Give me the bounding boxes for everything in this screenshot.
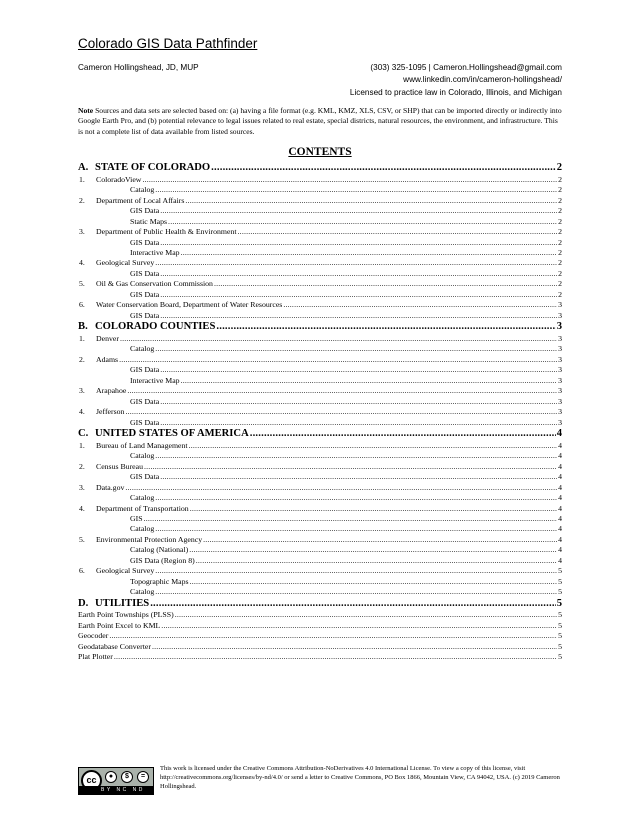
- toc-section[interactable]: [78, 321, 562, 334]
- toc-leader-dots: [189, 545, 557, 555]
- toc-leader-dots: [155, 258, 557, 268]
- toc-leader-dots: [161, 621, 557, 631]
- toc-label: Census Bureau: [96, 461, 143, 471]
- toc-leader-dots: [144, 514, 558, 524]
- toc-page-number: 4: [556, 428, 562, 440]
- toc-page-number: 2: [558, 185, 562, 195]
- toc-label: GIS: [130, 513, 143, 523]
- toc-subitem[interactable]: [78, 397, 562, 407]
- toc-number: 1.: [79, 333, 85, 343]
- toc-item[interactable]: [78, 407, 562, 417]
- toc-page-number: 2: [558, 247, 562, 257]
- cc-logo-icon: cc: [81, 770, 102, 791]
- toc-subitem[interactable]: [78, 493, 562, 503]
- toc-label: Catalog: [130, 524, 155, 534]
- toc-leader-dots: [160, 290, 557, 300]
- toc-item[interactable]: [78, 196, 562, 206]
- document-title: Colorado GIS Data Pathfinder: [78, 36, 258, 51]
- toc-number: 2.: [79, 354, 85, 364]
- toc-leader-dots: [114, 652, 557, 662]
- toc-leader-dots: [238, 227, 558, 237]
- toc-label: Arapahoe: [96, 386, 127, 396]
- toc-utility[interactable]: [78, 631, 562, 641]
- toc-page-number: 3: [558, 396, 562, 406]
- toc-number: A.: [78, 162, 89, 173]
- toc-page-number: 2: [558, 289, 562, 299]
- toc-label: GIS Data: [130, 289, 160, 299]
- toc-utility[interactable]: [78, 652, 562, 662]
- toc-leader-dots: [155, 566, 557, 576]
- toc-page-number: 3: [558, 407, 562, 417]
- toc-leader-dots: [155, 587, 557, 597]
- toc-item[interactable]: [78, 279, 562, 289]
- toc-label: COLORADO COUNTIES: [95, 321, 216, 333]
- toc-utility[interactable]: [78, 642, 562, 652]
- toc-subitem[interactable]: [78, 545, 562, 555]
- badge-band-text: BY NC ND: [101, 787, 145, 793]
- toc-subitem[interactable]: [78, 524, 562, 534]
- toc-page-number: 2: [558, 216, 562, 226]
- toc-leader-dots: [155, 344, 557, 354]
- toc-leader-dots: [181, 248, 558, 258]
- toc-page-number: 4: [558, 461, 562, 471]
- toc-label: GIS Data: [130, 206, 160, 216]
- toc-page-number: 2: [558, 174, 562, 184]
- toc-leader-dots: [119, 355, 557, 365]
- toc-subitem[interactable]: [78, 514, 562, 524]
- toc-label: Department of Local Affairs: [96, 195, 185, 205]
- toc-item[interactable]: [78, 334, 562, 344]
- toc-label: Plat Plotter: [78, 652, 113, 662]
- toc-page-number: 5: [558, 641, 562, 651]
- creative-commons-badge: [78, 767, 154, 795]
- contact-block: [350, 62, 562, 99]
- toc-leader-dots: [160, 269, 557, 279]
- license-text: This work is licensed under the Creative Commons Attribution-NoDerivatives 4.0 International License. To view a copy of this license, visit http://creativecommons.org/licenses/by-nd/4.0/ or send a letter to Creative Commons, PO Box 1866, Mountain View, CA 94042, USA. (c) 2019 Cameron Hollingshead.: [160, 765, 560, 790]
- toc-leader-dots: [125, 407, 557, 417]
- toc-number: D.: [78, 597, 89, 609]
- toc-label: GIS Data: [130, 237, 160, 247]
- toc-number: B.: [78, 321, 88, 333]
- toc-leader-dots: [181, 376, 558, 386]
- toc-page-number: 5: [556, 597, 562, 609]
- toc-label: Earth Point Excel to KML: [78, 620, 161, 630]
- toc-label: Data.gov: [96, 482, 125, 492]
- toc-leader-dots: [160, 365, 557, 375]
- note-paragraph: [78, 106, 562, 138]
- toc-page-number: 5: [558, 610, 562, 620]
- toc-item[interactable]: [78, 535, 562, 545]
- toc-leader-dots: [185, 196, 557, 206]
- toc-leader-dots: [160, 397, 557, 407]
- toc-number: 4.: [79, 503, 85, 513]
- toc-number: 2.: [79, 195, 85, 205]
- toc-subitem[interactable]: [78, 365, 562, 375]
- toc-page-number: 5: [558, 576, 562, 586]
- toc-page-number: 3: [558, 354, 562, 364]
- toc-page-number: 4: [558, 534, 562, 544]
- toc-item[interactable]: [78, 258, 562, 268]
- toc-label: GIS Data: [130, 396, 160, 406]
- toc-number: 4.: [79, 407, 85, 417]
- toc-page-number: 2: [556, 162, 562, 173]
- toc-page-number: 3: [556, 321, 562, 333]
- toc-page-number: 2: [558, 227, 562, 237]
- toc-leader-dots: [189, 441, 558, 451]
- toc-number: C.: [78, 428, 89, 440]
- toc-label: Catalog: [130, 451, 155, 461]
- toc-leader-dots: [160, 418, 557, 428]
- toc-page-number: 4: [558, 440, 562, 450]
- toc-label: Topographic Maps: [130, 576, 189, 586]
- toc-page-number: 4: [558, 545, 562, 555]
- toc-leader-dots: [175, 610, 557, 620]
- toc-leader-dots: [203, 535, 557, 545]
- contact-linkedin: www.linkedin.com/in/cameron-hollingshead/: [403, 75, 562, 85]
- toc-section[interactable]: [78, 162, 562, 175]
- toc-page-number: 4: [558, 524, 562, 534]
- toc-leader-dots: [196, 556, 557, 566]
- toc-label: UNITED STATES OF AMERICA: [95, 428, 249, 440]
- toc-page-number: 4: [558, 482, 562, 492]
- toc-label: Denver: [96, 333, 119, 343]
- toc-leader-dots: [127, 386, 557, 396]
- toc-label: Water Conservation Board, Department of Water Resources: [96, 300, 283, 310]
- toc-label: Oil & Gas Conservation Commission: [96, 279, 213, 289]
- toc-label: Geological Survey: [96, 566, 155, 576]
- toc-label: UTILITIES: [95, 597, 150, 609]
- author-header: [78, 62, 562, 99]
- toc-leader-dots: [150, 598, 556, 611]
- toc-number: 1.: [79, 174, 85, 184]
- toc-leader-dots: [160, 238, 557, 248]
- toc-page-number: 4: [558, 493, 562, 503]
- author-name: Cameron Hollingshead, JD, MUP: [78, 63, 199, 72]
- toc-number: 5.: [79, 279, 85, 289]
- toc-page-number: 3: [558, 300, 562, 310]
- toc-number: 1.: [79, 440, 85, 450]
- toc-item[interactable]: [78, 175, 562, 185]
- toc-item[interactable]: [78, 227, 562, 237]
- toc-leader-dots: [168, 217, 557, 227]
- toc-number: 3.: [79, 227, 85, 237]
- toc-leader-dots: [211, 162, 556, 175]
- toc-label: Environmental Protection Agency: [96, 534, 203, 544]
- toc-subitem[interactable]: [78, 248, 562, 258]
- toc-leader-dots: [160, 472, 557, 482]
- note-text: Sources and data sets are selected based on: (a) having a file format (e.g. KML, KMZ, XLS, CSV, or SHP) that can be imported directly or indirectly into Google Earth Pro, and (b) potential relevance to legal issues related to real estate, special districts, natural resources, the environment, and infrastructure. This is not a complete list of data available from listed sources.: [78, 106, 562, 136]
- toc-subitem[interactable]: [78, 344, 562, 354]
- toc-item[interactable]: [78, 504, 562, 514]
- toc-number: 6.: [79, 566, 85, 576]
- toc-page-number: 2: [558, 237, 562, 247]
- table-of-contents: [78, 162, 562, 663]
- toc-label: Catalog: [130, 344, 155, 354]
- toc-number: 2.: [79, 461, 85, 471]
- toc-subitem[interactable]: [78, 238, 562, 248]
- toc-section[interactable]: [78, 598, 562, 611]
- toc-subitem[interactable]: [78, 376, 562, 386]
- license-footer: [78, 765, 562, 805]
- toc-leader-dots: [120, 334, 557, 344]
- toc-leader-dots: [190, 504, 557, 514]
- toc-label: Catalog: [130, 185, 155, 195]
- toc-page-number: 3: [558, 344, 562, 354]
- toc-item[interactable]: [78, 355, 562, 365]
- toc-number: 5.: [79, 534, 85, 544]
- toc-item[interactable]: [78, 566, 562, 576]
- toc-page-number: 3: [558, 365, 562, 375]
- toc-page-number: 4: [558, 451, 562, 461]
- toc-label: Interactive Map: [130, 247, 180, 257]
- toc-leader-dots: [160, 311, 557, 321]
- toc-page-number: 3: [558, 375, 562, 385]
- toc-page-number: 2: [558, 268, 562, 278]
- toc-subitem[interactable]: [78, 217, 562, 227]
- toc-label: Department of Public Health & Environment: [96, 227, 237, 237]
- nc-icon: $: [121, 771, 133, 783]
- toc-subitem[interactable]: [78, 206, 562, 216]
- toc-leader-dots: [250, 428, 556, 441]
- contact-phone-email: (303) 325-1095 | Cameron.Hollingshead@gmail.com: [370, 63, 562, 72]
- toc-leader-dots: [190, 577, 558, 587]
- toc-label: Catalog: [130, 493, 155, 503]
- toc-label: GIS Data: [130, 268, 160, 278]
- toc-label: Interactive Map: [130, 375, 180, 385]
- toc-page-number: 3: [558, 417, 562, 427]
- toc-leader-dots: [155, 524, 557, 534]
- toc-page-number: 3: [558, 333, 562, 343]
- toc-page-number: 4: [558, 555, 562, 565]
- toc-page-number: 3: [558, 386, 562, 396]
- toc-label: GIS Data: [130, 310, 160, 320]
- toc-leader-dots: [283, 300, 557, 310]
- toc-label: ColoradoView: [96, 174, 142, 184]
- toc-label: Static Maps: [130, 216, 168, 226]
- toc-label: Jefferson: [96, 407, 125, 417]
- toc-leader-dots: [216, 321, 555, 334]
- toc-subitem[interactable]: [78, 587, 562, 597]
- toc-label: GIS Data: [130, 417, 160, 427]
- toc-label: Bureau of Land Management: [96, 440, 188, 450]
- toc-number: 3.: [79, 386, 85, 396]
- contents-heading: CONTENTS: [288, 146, 352, 158]
- toc-page-number: 2: [558, 206, 562, 216]
- toc-number: 4.: [79, 258, 85, 268]
- toc-label: Geodatabase Converter: [78, 641, 151, 651]
- note-label: Note: [78, 106, 94, 115]
- toc-label: Geological Survey: [96, 258, 155, 268]
- toc-item[interactable]: [78, 386, 562, 396]
- toc-subitem[interactable]: [78, 269, 562, 279]
- toc-item[interactable]: [78, 300, 562, 310]
- toc-item[interactable]: [78, 441, 562, 451]
- toc-label: Earth Point Townships (PLSS): [78, 610, 174, 620]
- toc-page-number: 5: [558, 566, 562, 576]
- toc-leader-dots: [155, 451, 557, 461]
- toc-page-number: 2: [558, 279, 562, 289]
- toc-label: Geocoder: [78, 631, 109, 641]
- toc-label: GIS Data (Region 8): [130, 555, 195, 565]
- toc-utility[interactable]: [78, 610, 562, 620]
- contact-license: Licensed to practice law in Colorado, Illinois, and Michigan: [349, 87, 562, 97]
- toc-label: GIS Data: [130, 365, 160, 375]
- toc-leader-dots: [144, 462, 557, 472]
- toc-page-number: 3: [558, 310, 562, 320]
- toc-subitem[interactable]: [78, 185, 562, 195]
- by-icon: ●: [105, 771, 117, 783]
- toc-subitem[interactable]: [78, 472, 562, 482]
- toc-subitem[interactable]: [78, 556, 562, 566]
- toc-leader-dots: [155, 493, 557, 503]
- toc-leader-dots: [160, 206, 557, 216]
- toc-page-number: 5: [558, 587, 562, 597]
- toc-number: 3.: [79, 482, 85, 492]
- toc-subitem[interactable]: [78, 290, 562, 300]
- toc-page-number: 4: [558, 503, 562, 513]
- toc-subitem[interactable]: [78, 418, 562, 428]
- toc-page-number: 5: [558, 652, 562, 662]
- document-page: [78, 36, 562, 663]
- toc-subitem[interactable]: [78, 577, 562, 587]
- toc-label: Catalog (National): [130, 545, 189, 555]
- toc-page-number: 4: [558, 513, 562, 523]
- toc-subitem[interactable]: [78, 311, 562, 321]
- toc-subitem[interactable]: [78, 451, 562, 461]
- toc-item[interactable]: [78, 462, 562, 472]
- toc-utility[interactable]: [78, 621, 562, 631]
- toc-leader-dots: [155, 185, 557, 195]
- toc-label: Adams: [96, 354, 119, 364]
- toc-label: Catalog: [130, 587, 155, 597]
- toc-leader-dots: [125, 483, 557, 493]
- toc-page-number: 4: [558, 472, 562, 482]
- toc-leader-dots: [142, 175, 557, 185]
- toc-label: GIS Data: [130, 472, 160, 482]
- toc-leader-dots: [109, 631, 557, 641]
- toc-leader-dots: [214, 279, 557, 289]
- nd-icon: =: [137, 771, 149, 783]
- toc-page-number: 2: [558, 258, 562, 268]
- toc-page-number: 2: [558, 195, 562, 205]
- toc-section[interactable]: [78, 428, 562, 441]
- toc-label: Department of Transportation: [96, 503, 189, 513]
- toc-item[interactable]: [78, 483, 562, 493]
- toc-number: 6.: [79, 300, 85, 310]
- toc-label: STATE OF COLORADO: [95, 162, 211, 173]
- toc-leader-dots: [152, 642, 557, 652]
- toc-page-number: 5: [558, 631, 562, 641]
- toc-page-number: 5: [558, 620, 562, 630]
